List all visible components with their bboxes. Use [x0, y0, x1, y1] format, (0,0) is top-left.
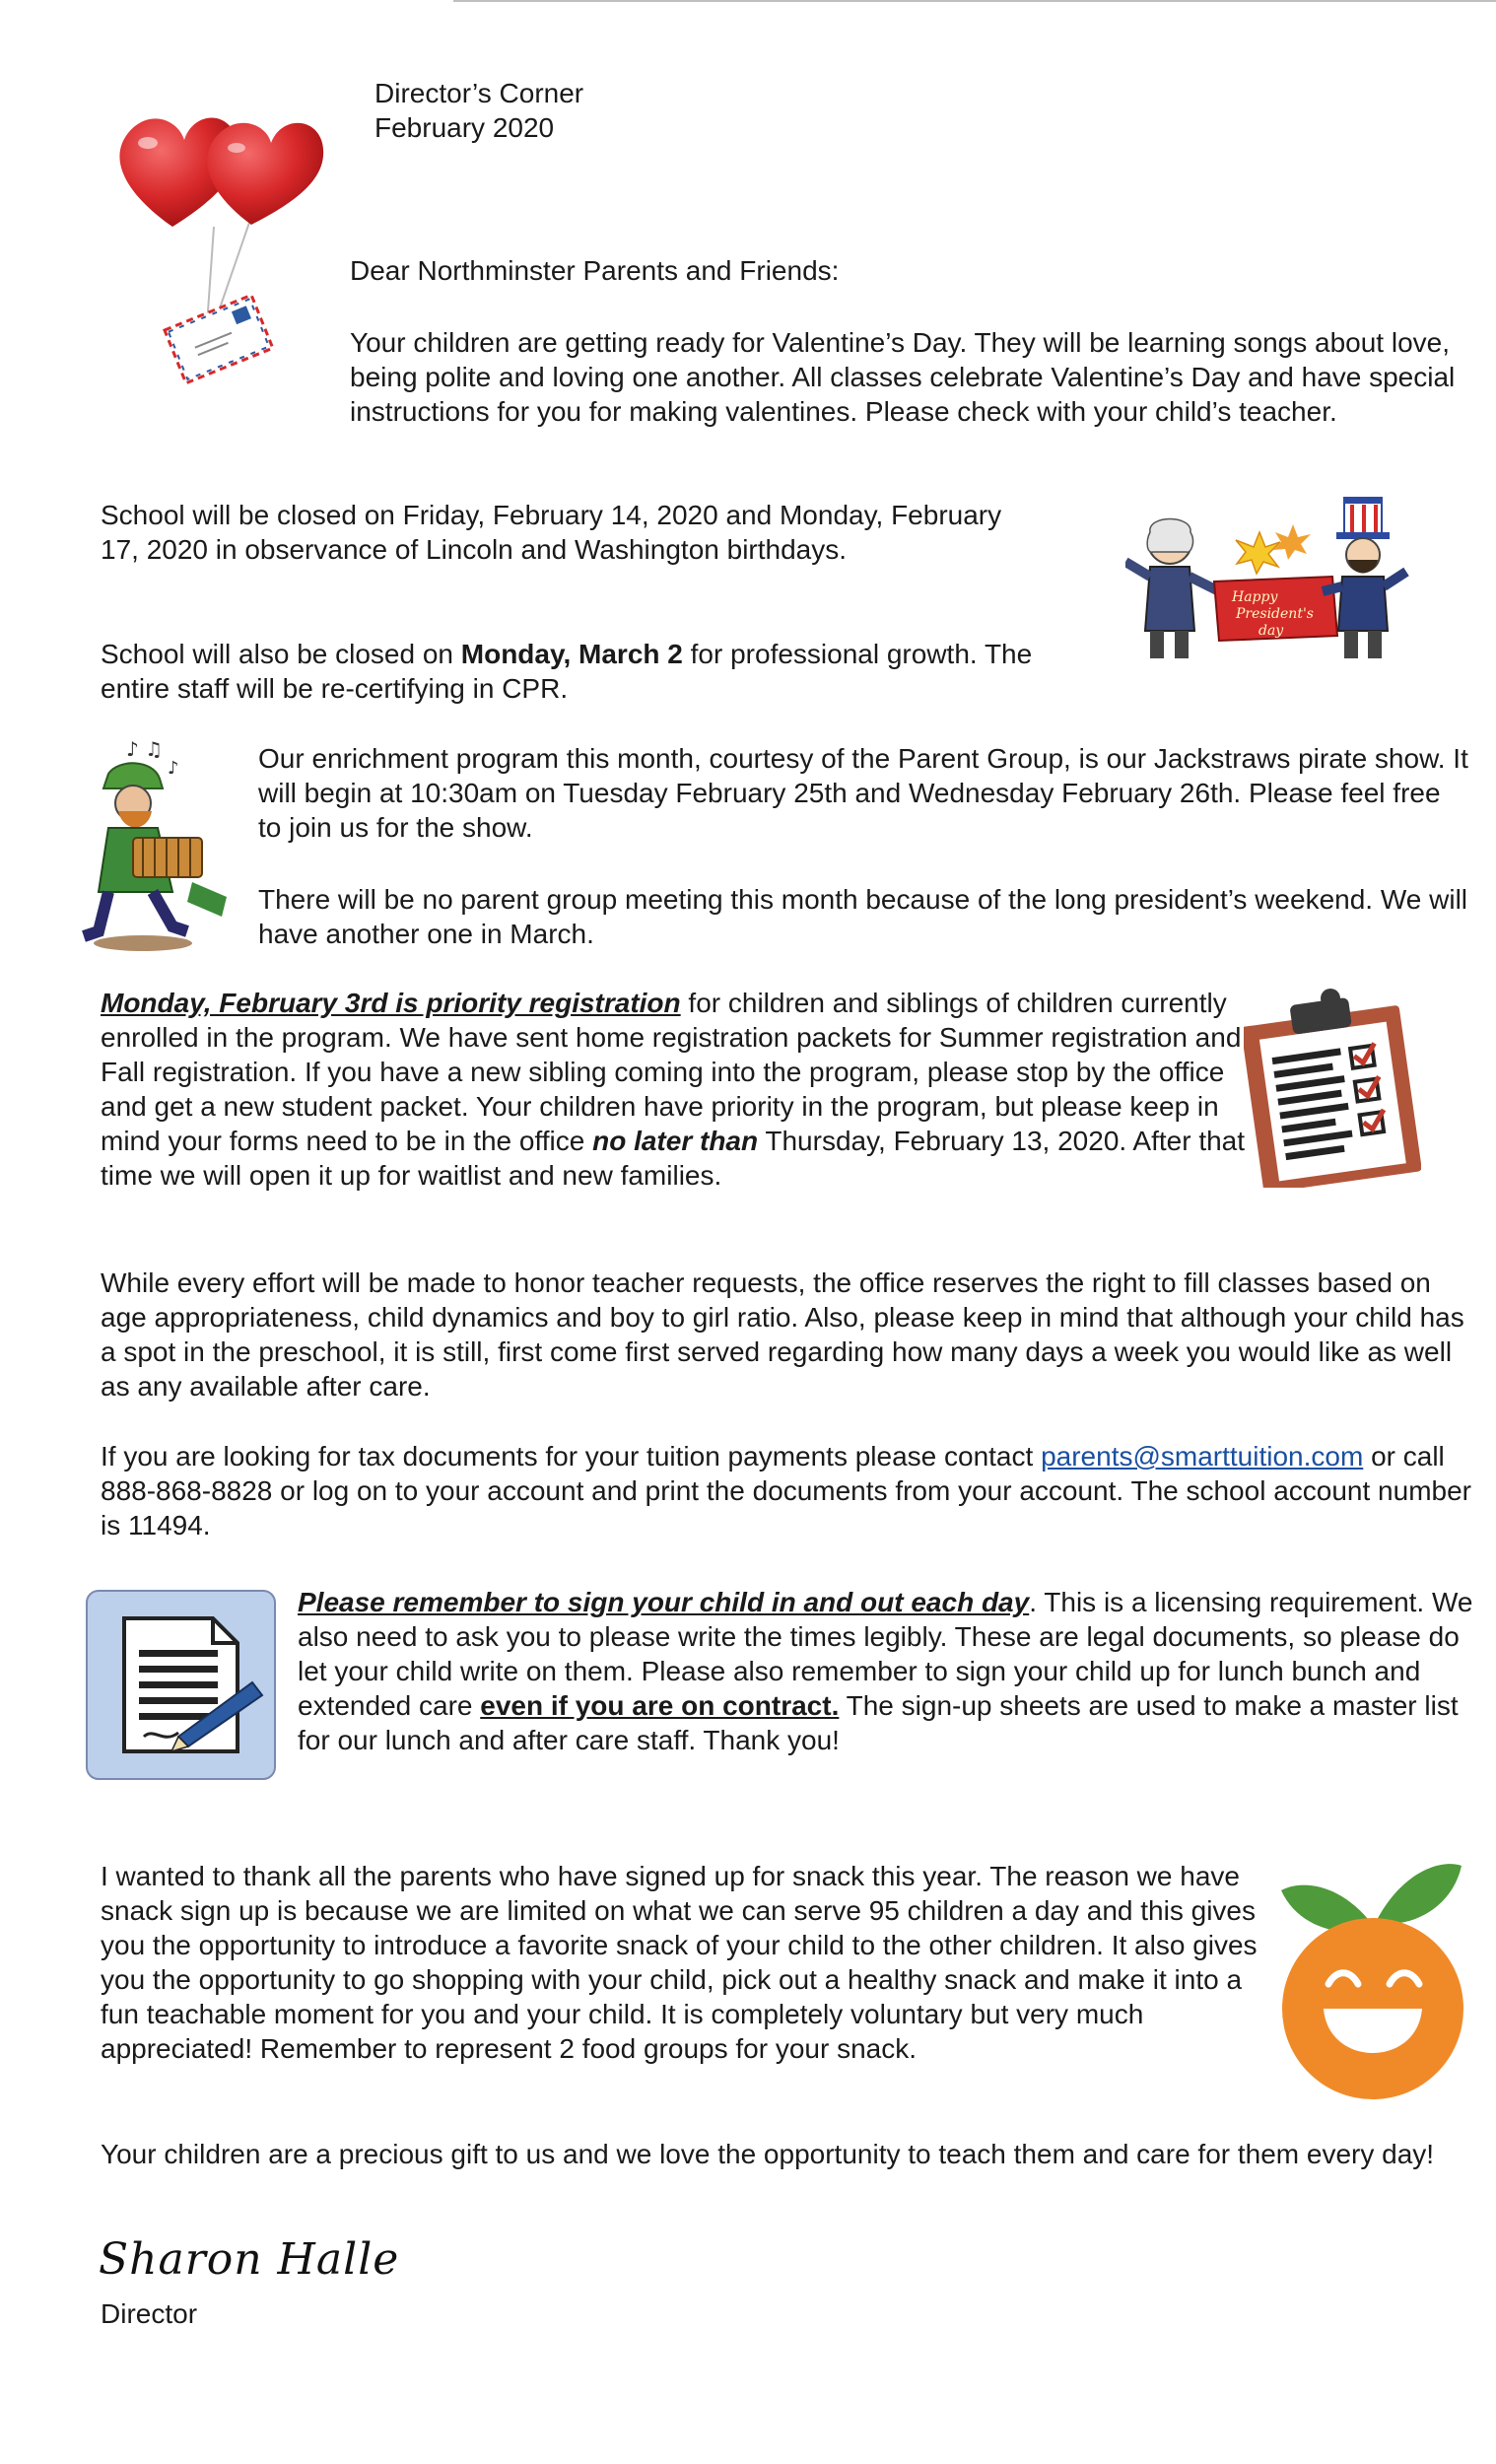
tax-documents-paragraph: If you are looking for tax documents for your tuition payments please contact parents@smarttuition.com or call 888-868-8828 or log on to your account and print the documents from your account. The school account number is 11494.: [101, 1441, 1471, 1540]
presidents-day-clipart: [1125, 493, 1411, 665]
cpr-closure-paragraph: School will also be closed on Monday, March 2 for professional growth. The entire staff will be re-certifying in CPR.: [101, 639, 1033, 704]
priority-registration-link: Monday, February 3rd is priority registration: [101, 988, 681, 1018]
svg-text:♪ ♫: ♪ ♫: [126, 737, 164, 761]
smiling-orange-icon: [1279, 1851, 1466, 2102]
sign-in-reminder: Please remember to sign your child in and out each day: [298, 1587, 1030, 1617]
parent-group-paragraph: There will be no parent group meeting this month because of the long president’s weekend. We will have another one in March.: [258, 884, 1468, 949]
clipboard-checklist-icon: [1244, 981, 1421, 1188]
signature-role: Director: [101, 2298, 198, 2329]
document-pen-icon: [85, 1589, 277, 1781]
greeting: Dear Northminster Parents and Friends:: [350, 255, 840, 286]
pirate-accordion-clipart: [79, 734, 246, 956]
valentine-paragraph: Your children are getting ready for Valentine’s Day. They will be learning songs about love, being polite and loving one another. All classes celebrate Valentine’s Day and have special instructions for you for making valentines. Please check with your child’s teacher.: [350, 327, 1456, 427]
contract-emphasis: even if you are on contract.: [480, 1690, 840, 1721]
teacher-requests-paragraph: While every effort will be made to honor teacher requests, the office reserves the right to fill classes based on age appropriateness, child dynamics and boy to girl ratio. Also, please keep in mind that although your child has a spot in the preschool, it is still, first come first served regarding how many days a week you would like as well as any available after care.: [101, 1267, 1464, 1402]
closing-paragraph: Your children are a precious gift to us and we love the opportunity to teach them and care for them every day!: [101, 2139, 1435, 2169]
enrichment-paragraph: Our enrichment program this month, courtesy of the Parent Group, is our Jackstraws pirate show. It will begin at 10:30am on Tuesday February 25th and Wednesday February 26th. Please feel free to join us for the show.: [258, 743, 1468, 843]
smart-tuition-email-link[interactable]: parents@smarttuition.com: [1041, 1441, 1364, 1472]
director-signature: Sharon Halle: [99, 2234, 400, 2285]
svg-text:♪: ♪: [168, 758, 179, 779]
page-top-border: [453, 0, 1496, 2]
heart-balloons-icon: [103, 99, 330, 424]
snack-paragraph: I wanted to thank all the parents who have signed up for snack this year. The reason we have snack sign up is because we are limited on what we can serve 95 children a day and this gives you the opportunity to introduce a favorite snack of your child to the other children. It also gives you the opportunity to go shopping with your child, pick out a healthy snack and make it into a fun teachable moment for you and your child. It is completely voluntary but very much appreciated! Remember to represent 2 food groups for your snack.: [101, 1861, 1258, 2064]
march-2-highlight: Monday, March 2: [460, 639, 683, 669]
registration-paragraph: Monday, February 3rd is priority registration for children and siblings of children currently enrolled in the program. We have sent home registration packets for Summer registration and Fall registration. If you have a new sibling coming into the program, please stop by the office and get a new student packet. Your children have priority in the program, but please keep in mind your forms need to be in the office no later than Thursday, February 13, 2020. After that time we will open it up for waitlist and new families.: [101, 988, 1246, 1191]
presidents-day-banner: [1214, 577, 1337, 641]
signin-paragraph: Please remember to sign your child in and out each day. This is a licensing requirement. We also need to ask you to please write the times legibly. These are legal documents, so please do let your child write on them. Please also remember to sign your child up for lunch bunch and extended care even if you are on contract. The sign-up sheets are used to make a master list for our lunch and after care staff. Thank you!: [298, 1587, 1473, 1755]
header-block: [374, 76, 583, 145]
page-title: Director’s Corner: [374, 78, 584, 108]
svg-text:Happy President's: Happy President's day: [1232, 589, 1314, 639]
deadline-emphasis: no later than: [592, 1126, 759, 1156]
page-date: February 2020: [374, 112, 555, 143]
closure-paragraph: School will be closed on Friday, February 14, 2020 and Monday, February 17, 2020 in observance of Lincoln and Washington birthdays.: [101, 500, 1002, 565]
